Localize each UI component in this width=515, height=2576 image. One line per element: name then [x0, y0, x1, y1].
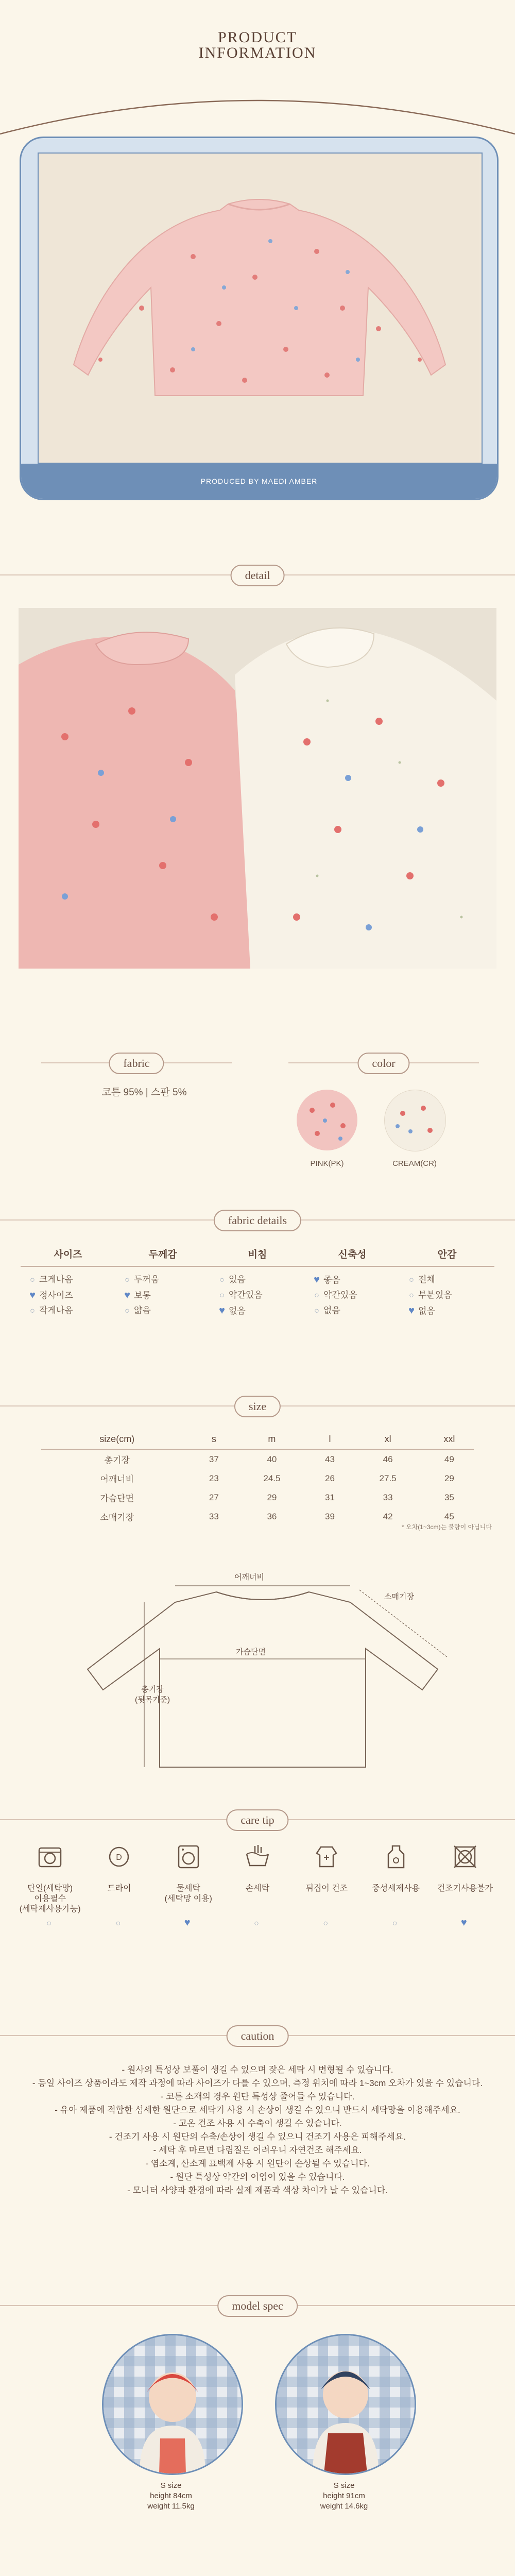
table-cell: 43 — [325, 1454, 335, 1464]
table-header-cell: xl — [351, 1430, 424, 1449]
header-size: 사이즈 — [54, 1249, 82, 1260]
table-cell: 39 — [325, 1511, 335, 1521]
fabric-details-header — [21, 1247, 494, 1267]
care-item-label: 뒤집어 건조 — [305, 1884, 348, 1893]
fabric-details-column — [115, 1272, 210, 1318]
table-cell: 42 — [383, 1511, 393, 1521]
table-cell: 소매기장 — [100, 1513, 134, 1522]
caution-line: - 건조기 사용 시 원단의 수축/손상이 생길 수 있으니 건조기 사용은 피해주세요. — [109, 2132, 406, 2142]
table-cell: 27 — [209, 1492, 219, 1502]
fabric-details-option — [312, 1287, 400, 1303]
section-title-color: color — [357, 1053, 409, 1074]
table-header-cell: xxl — [425, 1430, 474, 1449]
swatch-cream-label: CREAM(CR) — [392, 1159, 437, 1168]
model-photo-1 — [102, 2334, 243, 2475]
model-photo-2 — [275, 2334, 416, 2475]
fabric-details-column — [210, 1272, 305, 1318]
care-item — [292, 1842, 361, 1931]
product-shirt-illustration — [39, 154, 479, 461]
fabric-details-option-label: 없음 — [418, 1306, 435, 1316]
care-item-label: 단일(세탁망) 이용필수 (세탁제사용가능) — [19, 1884, 81, 1913]
swatch-pink — [297, 1090, 357, 1150]
fabric-details-option-label: 정사이즈 — [39, 1291, 73, 1300]
fabric-details-option — [28, 1287, 115, 1303]
model-1-caption — [102, 2481, 240, 2512]
fabric-details-column — [21, 1272, 115, 1318]
care-item — [154, 1842, 223, 1931]
fabric-composition: 코튼 95% | 스판 5% — [101, 1087, 187, 1098]
inside-out-dry-icon — [292, 1842, 361, 1874]
fabric-details-option — [123, 1272, 210, 1287]
model-2-size: S size — [333, 2481, 355, 2490]
caution-line: - 염소계, 산소계 표백제 사용 시 원단이 손상될 수 있습니다. — [145, 2159, 370, 2168]
swatch-cream — [384, 1090, 446, 1151]
fabric-details-option — [312, 1272, 400, 1287]
care-item — [361, 1842, 430, 1931]
section-title-size: size — [234, 1396, 281, 1417]
circle-icon: ○ — [323, 1919, 329, 1928]
circle-icon: ○ — [30, 1307, 35, 1315]
section-title-fabric-details: fabric details — [214, 1210, 301, 1231]
fabric-details-option-label: 보통 — [134, 1291, 151, 1300]
fabric-details-table — [21, 1247, 494, 1318]
circle-icon: ○ — [219, 1291, 225, 1300]
fabric-details-option — [407, 1272, 494, 1287]
fabric-details-option-label: 약간있음 — [229, 1290, 263, 1300]
table-cell: 33 — [209, 1511, 219, 1521]
caution-text — [31, 2063, 484, 2197]
size-note: * 오차(1~3cm)는 불량이 아닙니다 — [402, 1523, 492, 1531]
fabric-details-option-label: 없음 — [229, 1306, 246, 1316]
header-transparency: 비침 — [248, 1249, 267, 1260]
no-dryer-icon — [431, 1842, 500, 1874]
header-title — [0, 30, 515, 61]
caution-line: - 동일 사이즈 상품이라도 제작 과정에 따라 사이즈가 다를 수 있으며, 측정 위치에 따라 1~3cm 오차가 있을 수 있습니다. — [32, 2078, 483, 2088]
section-title-fabric: fabric — [109, 1053, 164, 1074]
detail-fabric-illustration — [19, 608, 496, 969]
fabric-details-option-label: 작게나옴 — [39, 1306, 73, 1315]
heart-icon: ♥ — [219, 1305, 225, 1316]
table-cell: 27.5 — [379, 1473, 397, 1483]
circle-icon: ○ — [30, 1276, 35, 1284]
main-product-frame — [20, 137, 499, 500]
heart-icon: ♥ — [408, 1305, 415, 1316]
model-2-weight: weight 14.6kg — [320, 2502, 368, 2511]
header-title-line-1: PRODUCT — [217, 29, 298, 46]
circle-icon: ○ — [115, 1919, 121, 1928]
table-cell: 31 — [325, 1492, 335, 1502]
table-header-cell: size(cm) — [41, 1430, 193, 1449]
table-cell: 29 — [444, 1473, 454, 1483]
care-item — [15, 1842, 84, 1931]
fabric-details-option-label: 부분있음 — [418, 1290, 452, 1300]
table-header-cell: l — [309, 1430, 351, 1449]
care-item-label: 중성세제사용 — [372, 1884, 420, 1893]
care-item-label: 물세탁 (세탁망 이용) — [164, 1884, 212, 1903]
table-cell: 49 — [444, 1454, 454, 1464]
care-item — [223, 1842, 292, 1931]
heart-icon: ♥ — [184, 1917, 191, 1928]
size-table-body — [41, 1449, 474, 1526]
section-title-model-spec: model spec — [217, 2295, 298, 2317]
hand-wash-icon — [223, 1842, 292, 1874]
table-cell: 40 — [267, 1454, 277, 1464]
fabric-details-option — [407, 1287, 494, 1303]
model-1-size: S size — [160, 2481, 182, 2490]
fabric-details-option — [123, 1287, 210, 1303]
table-cell: 24.5 — [263, 1473, 281, 1483]
main-product-photo — [38, 152, 483, 464]
caution-line: - 고온 건조 사용 시 수축이 생길 수 있습니다. — [173, 2119, 342, 2128]
size-table-header — [41, 1430, 474, 1449]
fabric-details-option — [407, 1303, 494, 1318]
model-1-height: height 84cm — [150, 2492, 192, 2500]
table-cell: 어깨너비 — [100, 1475, 134, 1484]
caution-line: - 세탁 후 마르면 다림질은 어려우니 자연건조 해주세요. — [153, 2145, 362, 2155]
fabric-details-option-label: 전체 — [418, 1275, 435, 1284]
svg-text:D: D — [116, 1853, 123, 1862]
fabric-details-body — [21, 1267, 494, 1318]
fabric-details-option-label: 크게나옴 — [39, 1275, 73, 1284]
fabric-details-option — [312, 1303, 400, 1318]
caution-line: - 모니터 사양과 환경에 따라 실제 제품과 색상 차이가 날 수 있습니다. — [127, 2185, 388, 2195]
circle-icon: ○ — [392, 1919, 398, 1928]
care-item — [431, 1842, 500, 1931]
fabric-details-option-label: 없음 — [323, 1306, 340, 1315]
table-cell: 33 — [383, 1492, 393, 1502]
dry-clean-icon — [84, 1842, 153, 1874]
fabric-details-option — [28, 1303, 115, 1318]
fabric-details-option — [217, 1303, 305, 1318]
swatch-pink-label: PINK(PK) — [310, 1159, 344, 1168]
section-title-caution: caution — [227, 2025, 289, 2047]
header-thickness: 두께감 — [148, 1249, 177, 1260]
table-cell: 23 — [209, 1473, 219, 1483]
fabric-details-option — [123, 1303, 210, 1318]
table-cell: 37 — [209, 1454, 219, 1464]
header-arc-decoration — [0, 77, 515, 139]
circle-icon: ○ — [254, 1919, 259, 1928]
circle-icon: ○ — [409, 1291, 414, 1300]
header-lining: 안감 — [437, 1249, 457, 1260]
tumble-wash-icon — [15, 1842, 84, 1874]
table-header-cell: s — [193, 1430, 235, 1449]
detail-photo — [19, 608, 496, 969]
circle-icon: ○ — [314, 1307, 319, 1315]
caution-line: - 원사의 특성상 보풀이 생길 수 있으며 잦은 세탁 시 변형될 수 있습니다. — [122, 2065, 393, 2075]
size-diagram — [77, 1582, 448, 1777]
table-cell: 29 — [267, 1492, 277, 1502]
heart-icon: ♥ — [124, 1290, 130, 1301]
table-row — [41, 1469, 474, 1488]
section-title-care-tip: care tip — [226, 1809, 288, 1831]
care-item-label: 드라이 — [107, 1884, 131, 1893]
caution-line: - 원단 특성상 약간의 이염이 있을 수 있습니다. — [170, 2172, 345, 2182]
heart-icon: ♥ — [314, 1274, 320, 1285]
fabric-details-column — [400, 1272, 494, 1318]
circle-icon: ○ — [125, 1307, 130, 1315]
diagram-length-sub: (뒷목기준) — [135, 1696, 170, 1704]
diagram-length-label — [135, 1685, 170, 1705]
table-cell: 46 — [383, 1454, 393, 1464]
diagram-length-text: 총기장 — [141, 1685, 164, 1694]
model-1-weight: weight 11.5kg — [147, 2502, 195, 2511]
circle-icon: ○ — [314, 1291, 319, 1300]
table-header-cell: m — [235, 1430, 308, 1449]
circle-icon: ○ — [219, 1276, 225, 1284]
model-2-height: height 91cm — [323, 2492, 365, 2500]
caution-line: - 유아 제품에 적합한 섬세한 원단으로 세탁기 사용 시 손상이 생길 수 있으니 반드시 세탁망을 이용해주세요. — [55, 2105, 460, 2115]
table-cell: 36 — [267, 1511, 277, 1521]
diagram-shoulder-label: 어깨너비 — [234, 1573, 264, 1582]
produced-by-bar: PRODUCED BY MAEDI AMBER — [21, 464, 497, 499]
fabric-details-option-label: 얇음 — [134, 1306, 151, 1315]
model-2-caption — [275, 2481, 413, 2512]
header-stretch: 신축성 — [338, 1249, 367, 1260]
heart-icon: ♥ — [460, 1917, 467, 1928]
diagram-chest-label: 가슴단면 — [236, 1648, 266, 1656]
caution-line: - 코튼 소재의 경우 원단 특성상 줄어들 수 있습니다. — [160, 2092, 355, 2102]
fabric-details-option-label: 있음 — [229, 1275, 246, 1284]
fabric-details-option — [217, 1287, 305, 1303]
table-cell: 26 — [325, 1473, 335, 1483]
machine-wash-icon — [154, 1842, 223, 1874]
table-cell: 가슴단면 — [100, 1494, 134, 1503]
care-item-label: 손세탁 — [245, 1884, 270, 1893]
table-row — [41, 1449, 474, 1469]
neutral-detergent-icon — [361, 1842, 430, 1874]
fabric-details-option-label: 약간있음 — [323, 1290, 357, 1300]
care-item — [84, 1842, 153, 1931]
fabric-details-option-label: 좋음 — [323, 1275, 340, 1285]
size-table — [41, 1430, 474, 1526]
table-cell: 총기장 — [104, 1455, 130, 1465]
table-row — [41, 1488, 474, 1507]
fabric-details-option — [28, 1272, 115, 1287]
circle-icon: ○ — [46, 1919, 52, 1928]
section-title-detail: detail — [231, 565, 285, 586]
fabric-details-column — [305, 1272, 400, 1318]
heart-icon: ♥ — [29, 1290, 36, 1301]
circle-icon: ○ — [409, 1276, 414, 1284]
circle-icon: ○ — [125, 1276, 130, 1284]
table-cell: 35 — [444, 1492, 454, 1502]
header-title-line-2: INFORMATION — [198, 44, 317, 61]
care-item-label: 건조기사용불가 — [437, 1884, 493, 1893]
diagram-sleeve-label: 소매기장 — [384, 1592, 414, 1601]
fabric-details-option — [217, 1272, 305, 1287]
care-icons — [15, 1842, 500, 1931]
fabric-details-option-label: 두꺼움 — [134, 1275, 160, 1284]
table-cell: 45 — [444, 1511, 454, 1521]
